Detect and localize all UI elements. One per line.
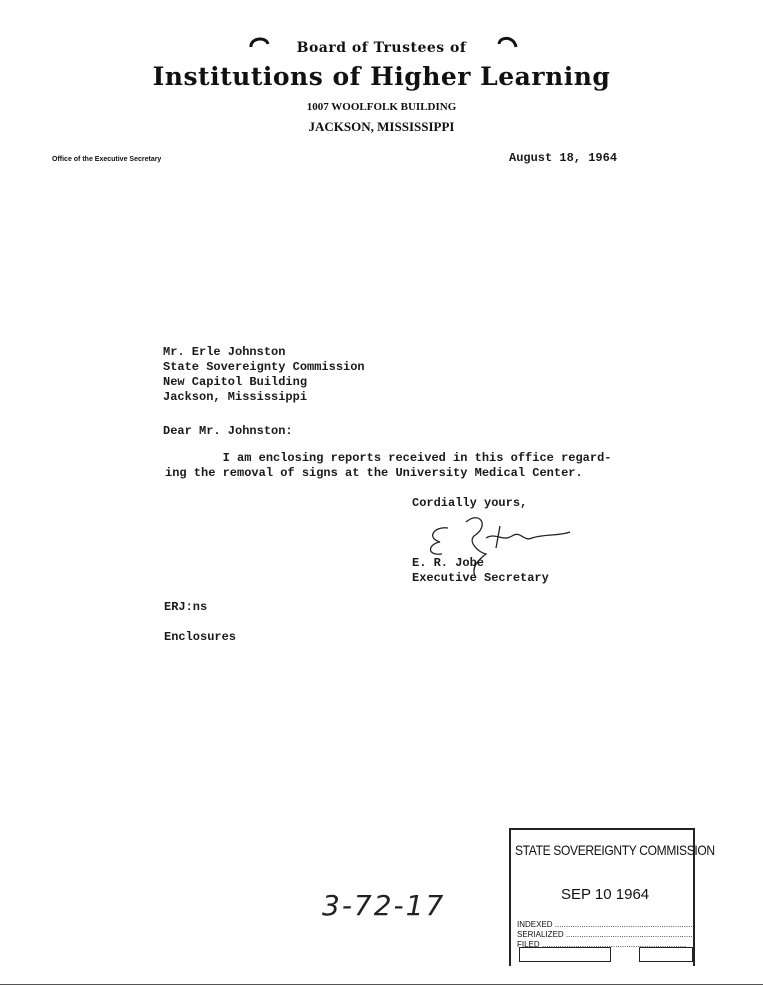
- letterhead-institution: Institutions of Higher Learning: [152, 62, 611, 91]
- signer-title: Executive Secretary: [412, 571, 549, 585]
- stamp-box: [639, 947, 693, 962]
- stamp-filed: FILED .....: [517, 940, 693, 949]
- recipient-building: New Capitol Building: [163, 375, 308, 389]
- stamp-serialized: SERIALIZED .....: [517, 930, 693, 939]
- recipient-org: State Sovereignty Commission: [163, 360, 365, 374]
- letterhead-board: Board of Trustees of: [296, 40, 467, 56]
- stamp-indexed: INDEXED .....: [517, 920, 693, 929]
- enclosures: Enclosures: [164, 630, 237, 644]
- letter-body: [165, 451, 611, 481]
- signer-name: E. R. Jobe: [412, 556, 485, 570]
- letterhead-address-line1: 1007 WOOLFOLK BUILDING: [306, 101, 457, 113]
- stamp-title: STATE SOVEREIGNTY COMMISSION: [515, 842, 715, 858]
- signer-block: [412, 556, 549, 586]
- letter-date: August 18, 1964: [509, 151, 618, 165]
- recipient-block: [163, 345, 365, 405]
- stamp-box: [519, 947, 611, 962]
- body-line-2: ing the removal of signs at the University Medical Center.: [165, 466, 583, 480]
- received-stamp: [509, 828, 715, 966]
- office-label: Office of the Executive Secretary: [52, 156, 162, 163]
- salutation: Dear Mr. Johnston:: [163, 424, 293, 438]
- stamp-date: SEP 10 1964: [561, 886, 650, 903]
- closing: Cordially yours,: [412, 496, 528, 510]
- letterhead-address-line2: JACKSON, MISSISSIPPI: [308, 119, 455, 134]
- recipient-name: Mr. Erle Johnston: [163, 345, 286, 359]
- recipient-city: Jackson, Mississippi: [163, 390, 308, 404]
- bottom-rule: [0, 984, 763, 985]
- file-number: 3-72-17: [322, 889, 446, 922]
- initials: ERJ:ns: [164, 600, 208, 614]
- body-line-1: I am enclosing reports received in this office regard-: [165, 451, 612, 465]
